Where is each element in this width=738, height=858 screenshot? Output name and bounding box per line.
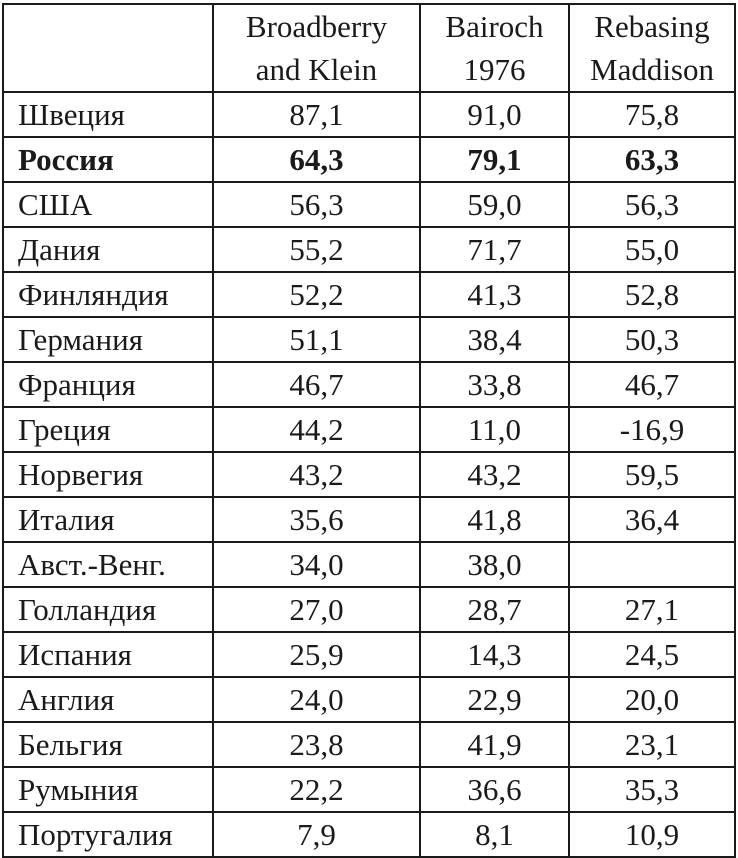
value-cell: 46,7 [213, 362, 420, 407]
country-cell: Авст.-Венг. [3, 542, 213, 587]
value-cell: 23,8 [213, 722, 420, 767]
value-cell: 35,3 [569, 767, 735, 812]
column-header-line: Maddison [590, 52, 714, 87]
country-cell: Финляндия [3, 272, 213, 317]
header-cell-empty [3, 4, 213, 92]
value-cell: 33,8 [420, 362, 569, 407]
column-header-line: Rebasing [594, 9, 710, 44]
table-row [3, 632, 735, 677]
table-row [3, 542, 735, 587]
value-cell: 27,0 [213, 587, 420, 632]
value-cell: 34,0 [213, 542, 420, 587]
value-cell: 55,0 [569, 227, 735, 272]
value-cell: 22,9 [420, 677, 569, 722]
value-cell: 38,4 [420, 317, 569, 362]
value-cell: 41,3 [420, 272, 569, 317]
value-cell: 55,2 [213, 227, 420, 272]
value-cell: 35,6 [213, 497, 420, 542]
data-table [2, 3, 736, 858]
table-row [3, 407, 735, 452]
value-cell: 43,2 [420, 452, 569, 497]
value-cell: 56,3 [213, 182, 420, 227]
value-cell: 41,8 [420, 497, 569, 542]
value-cell: 79,1 [420, 137, 569, 182]
value-cell: 23,1 [569, 722, 735, 767]
value-cell: 7,9 [213, 812, 420, 857]
country-cell: Португалия [3, 812, 213, 857]
value-cell: 38,0 [420, 542, 569, 587]
country-cell: Швеция [3, 92, 213, 137]
country-cell: Россия [3, 137, 213, 182]
country-cell: Англия [3, 677, 213, 722]
value-cell: 43,2 [213, 452, 420, 497]
value-cell: 46,7 [569, 362, 735, 407]
column-header-line: Bairoch [445, 9, 544, 44]
country-cell: Италия [3, 497, 213, 542]
country-cell: Норвегия [3, 452, 213, 497]
value-cell: 28,7 [420, 587, 569, 632]
country-cell: Испания [3, 632, 213, 677]
value-cell: 71,7 [420, 227, 569, 272]
table-row [3, 767, 735, 812]
country-cell: Дания [3, 227, 213, 272]
column-header-line: Broadberry [245, 9, 388, 44]
table-row [3, 92, 735, 137]
country-cell: Греция [3, 407, 213, 452]
value-cell: 24,0 [213, 677, 420, 722]
value-cell: 52,8 [569, 272, 735, 317]
value-cell: 20,0 [569, 677, 735, 722]
value-cell: 59,0 [420, 182, 569, 227]
value-cell: 52,2 [213, 272, 420, 317]
value-cell: 63,3 [569, 137, 735, 182]
value-cell: 44,2 [213, 407, 420, 452]
country-cell: Франция [3, 362, 213, 407]
value-cell: 36,6 [420, 767, 569, 812]
country-cell: Бельгия [3, 722, 213, 767]
value-cell: 27,1 [569, 587, 735, 632]
value-cell: 87,1 [213, 92, 420, 137]
table-row [3, 587, 735, 632]
value-cell: 59,5 [569, 452, 735, 497]
table-body [3, 92, 735, 857]
value-cell: 51,1 [213, 317, 420, 362]
value-cell [569, 542, 735, 587]
value-cell: 50,3 [569, 317, 735, 362]
column-header [569, 4, 735, 92]
table-row [3, 452, 735, 497]
table-row [3, 812, 735, 857]
table-row [3, 182, 735, 227]
table-row [3, 317, 735, 362]
country-cell: США [3, 182, 213, 227]
value-cell: 64,3 [213, 137, 420, 182]
value-cell: 22,2 [213, 767, 420, 812]
header-row [3, 4, 735, 92]
table-row [3, 722, 735, 767]
column-header-line: and Klein [255, 52, 378, 87]
value-cell: -16,9 [569, 407, 735, 452]
table-row [3, 227, 735, 272]
value-cell: 41,9 [420, 722, 569, 767]
value-cell: 8,1 [420, 812, 569, 857]
value-cell: 75,8 [569, 92, 735, 137]
value-cell: 91,0 [420, 92, 569, 137]
column-header-line: 1976 [463, 52, 526, 87]
table-row [3, 137, 735, 182]
column-header [213, 4, 420, 92]
column-header [420, 4, 569, 92]
table-row [3, 497, 735, 542]
country-cell: Германия [3, 317, 213, 362]
country-cell: Румыния [3, 767, 213, 812]
table-row [3, 677, 735, 722]
value-cell: 36,4 [569, 497, 735, 542]
table-row [3, 272, 735, 317]
value-cell: 11,0 [420, 407, 569, 452]
table-header [3, 4, 735, 92]
value-cell: 10,9 [569, 812, 735, 857]
table-row [3, 362, 735, 407]
value-cell: 56,3 [569, 182, 735, 227]
country-cell: Голландия [3, 587, 213, 632]
value-cell: 24,5 [569, 632, 735, 677]
value-cell: 25,9 [213, 632, 420, 677]
value-cell: 14,3 [420, 632, 569, 677]
